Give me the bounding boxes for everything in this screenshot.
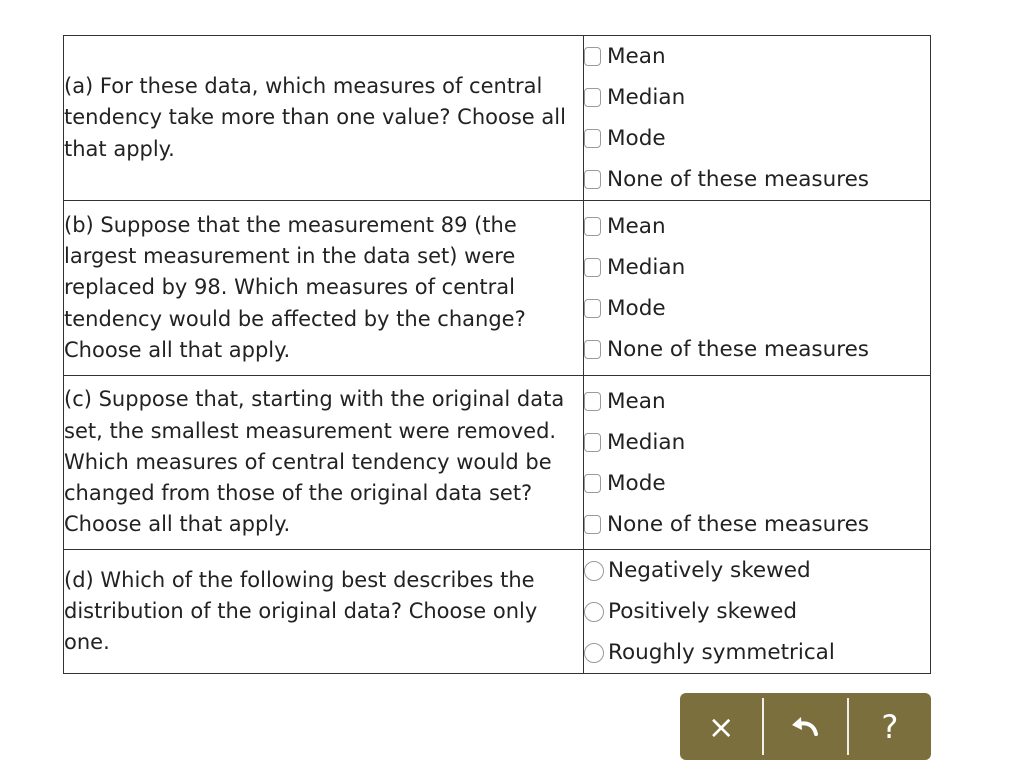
checkbox[interactable]	[584, 340, 601, 359]
undo-button[interactable]	[764, 693, 846, 760]
checkbox[interactable]	[584, 47, 601, 66]
options-c	[584, 376, 931, 550]
option-a-mean[interactable]	[584, 36, 930, 77]
question-row-a	[64, 36, 931, 201]
option-a-mode[interactable]	[584, 118, 930, 159]
question-row-b	[64, 201, 931, 376]
option-c-mode[interactable]	[584, 463, 930, 504]
options-b	[584, 201, 931, 376]
checkbox[interactable]	[584, 129, 601, 148]
checkbox[interactable]	[584, 217, 601, 236]
option-c-mean[interactable]	[584, 381, 930, 422]
option-b-none[interactable]	[584, 329, 930, 370]
option-b-median[interactable]	[584, 247, 930, 288]
checkbox[interactable]	[584, 392, 601, 411]
option-d-negatively-skewed[interactable]	[584, 550, 930, 591]
option-a-median[interactable]	[584, 77, 930, 118]
option-label: Median	[607, 429, 686, 455]
option-a-none[interactable]	[584, 159, 930, 200]
radio-button[interactable]	[584, 602, 604, 622]
question-text-c: (c) Suppose that, starting with the original data set, the smallest measurement were removed. Which measures of central tendency would be changed from those of the original data set? Choose all that apply.	[64, 376, 584, 550]
option-label: Mean	[607, 214, 666, 239]
option-label: None of these measures	[607, 511, 869, 537]
option-label: Roughly symmetrical	[608, 640, 835, 665]
checkbox[interactable]	[584, 474, 601, 493]
question-row-d	[64, 550, 931, 674]
option-d-positively-skewed[interactable]	[584, 591, 930, 632]
option-label: Mode	[607, 470, 666, 496]
option-label: None of these measures	[607, 337, 869, 362]
option-label: Median	[607, 85, 686, 110]
option-label: None of these measures	[607, 167, 869, 192]
answer-toolbar	[680, 693, 931, 760]
checkbox[interactable]	[584, 299, 601, 318]
checkbox[interactable]	[584, 258, 601, 277]
close-icon: ×	[707, 707, 735, 746]
question-text-a: (a) For these data, which measures of central tendency take more than one value? Choose all that apply.	[64, 36, 584, 201]
help-icon: ?	[881, 707, 899, 746]
checkbox[interactable]	[584, 515, 601, 534]
options-a	[584, 36, 931, 201]
option-c-median[interactable]	[584, 422, 930, 463]
checkbox[interactable]	[584, 433, 601, 452]
option-label: Positively skewed	[608, 599, 797, 624]
option-label: Mean	[607, 388, 666, 414]
option-label: Negatively skewed	[608, 558, 811, 583]
option-label: Mean	[607, 44, 666, 69]
checkbox[interactable]	[584, 88, 601, 107]
option-d-roughly-symmetrical[interactable]	[584, 632, 930, 673]
option-b-mean[interactable]	[584, 206, 930, 247]
undo-icon	[788, 715, 822, 739]
question-text-d: (d) Which of the following best describes the distribution of the original data? Choose only one.	[64, 550, 584, 674]
option-label: Mode	[607, 296, 666, 321]
option-b-mode[interactable]	[584, 288, 930, 329]
option-label: Median	[607, 255, 686, 280]
radio-button[interactable]	[584, 643, 604, 663]
checkbox[interactable]	[584, 170, 601, 189]
clear-button[interactable]	[680, 693, 762, 760]
radio-button[interactable]	[584, 561, 604, 581]
options-d	[584, 550, 931, 674]
questions-table	[63, 35, 931, 674]
option-c-none[interactable]	[584, 504, 930, 545]
question-text-b: (b) Suppose that the measurement 89 (the largest measurement in the data set) were replaced by 98. Which measures of central tendency would be affected by the change? Choose all that apply.	[64, 201, 584, 376]
option-label: Mode	[607, 126, 666, 151]
question-row-c	[64, 376, 931, 550]
help-button[interactable]	[849, 693, 931, 760]
